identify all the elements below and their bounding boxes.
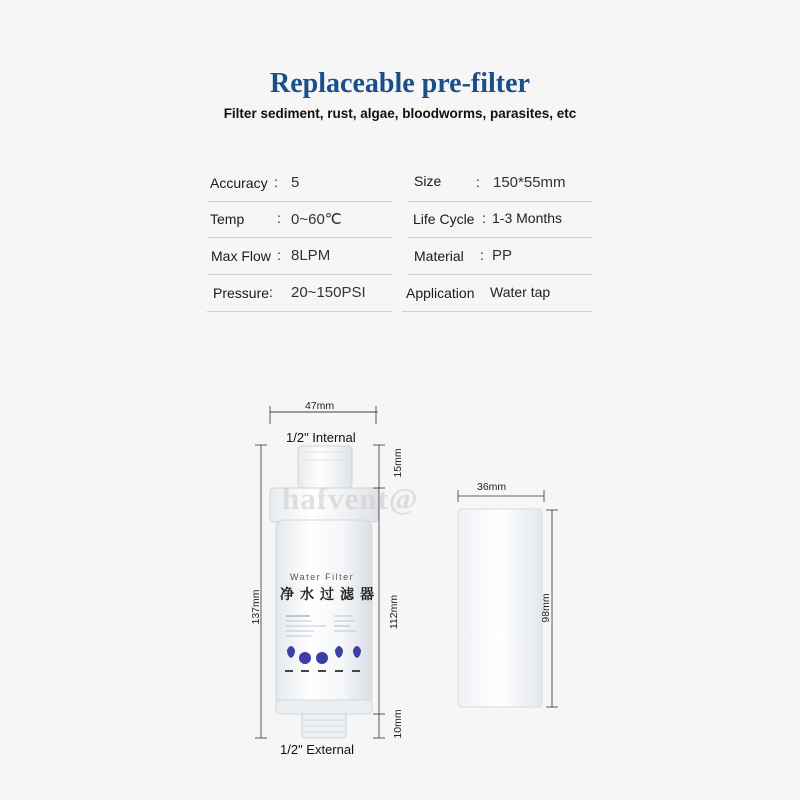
spec-value: Water tap <box>490 284 551 300</box>
dim-label-height-body: 112mm <box>388 594 400 630</box>
spec-colon: : <box>277 247 281 263</box>
spec-colon: : <box>274 174 278 190</box>
filter-cartridge <box>458 509 542 707</box>
spec-label: Application <box>406 285 475 301</box>
spec-colon: : <box>482 210 486 226</box>
filter-body <box>276 520 372 714</box>
page-subtitle: Filter sediment, rust, algae, bloodworms, parasites, etc <box>223 106 577 121</box>
thread-label-top: 1/2" Internal <box>286 430 356 445</box>
filter-thread <box>302 714 346 738</box>
spec-value: 150*55mm <box>493 174 566 191</box>
spec-value: 20~150PSI <box>291 284 366 301</box>
dim-label-cartridge-width: 36mm <box>477 481 507 493</box>
dim-label-width-top: 47mm <box>305 400 335 412</box>
spec-value: 0~60℃ <box>291 211 342 228</box>
spec-value: 1-3 Months <box>492 210 563 226</box>
spec-label: Size <box>414 173 442 189</box>
product-label-en: Water Filter <box>290 572 355 582</box>
spec-label: Pressure <box>213 285 270 301</box>
dim-label-height-total: 137mm <box>250 589 262 625</box>
spec-label: Accuracy <box>210 175 268 191</box>
spec-colon: : <box>277 210 281 226</box>
thread-label-bottom: 1/2" External <box>280 742 354 757</box>
spec-colon: : <box>480 247 484 263</box>
spec-label: Life Cycle <box>413 211 475 227</box>
dim-label-height-cap: 15mm <box>392 448 404 478</box>
page-title: Replaceable pre-filter <box>270 68 530 99</box>
spec-value: PP <box>492 247 513 264</box>
spec-colon: : <box>269 284 273 300</box>
product-label-cn: 净水过滤器 <box>280 587 380 603</box>
spec-value: 8LPM <box>291 247 331 264</box>
dim-label-cartridge-height: 98mm <box>540 593 552 623</box>
spec-label: Max Flow <box>211 248 271 264</box>
watermark: hafvent@ <box>282 481 419 516</box>
dim-label-height-thread: 10mm <box>392 709 404 739</box>
spec-label: Temp <box>210 211 245 227</box>
spec-value: 5 <box>291 174 300 191</box>
spec-label: Material <box>414 248 464 264</box>
spec-colon: : <box>476 174 480 190</box>
